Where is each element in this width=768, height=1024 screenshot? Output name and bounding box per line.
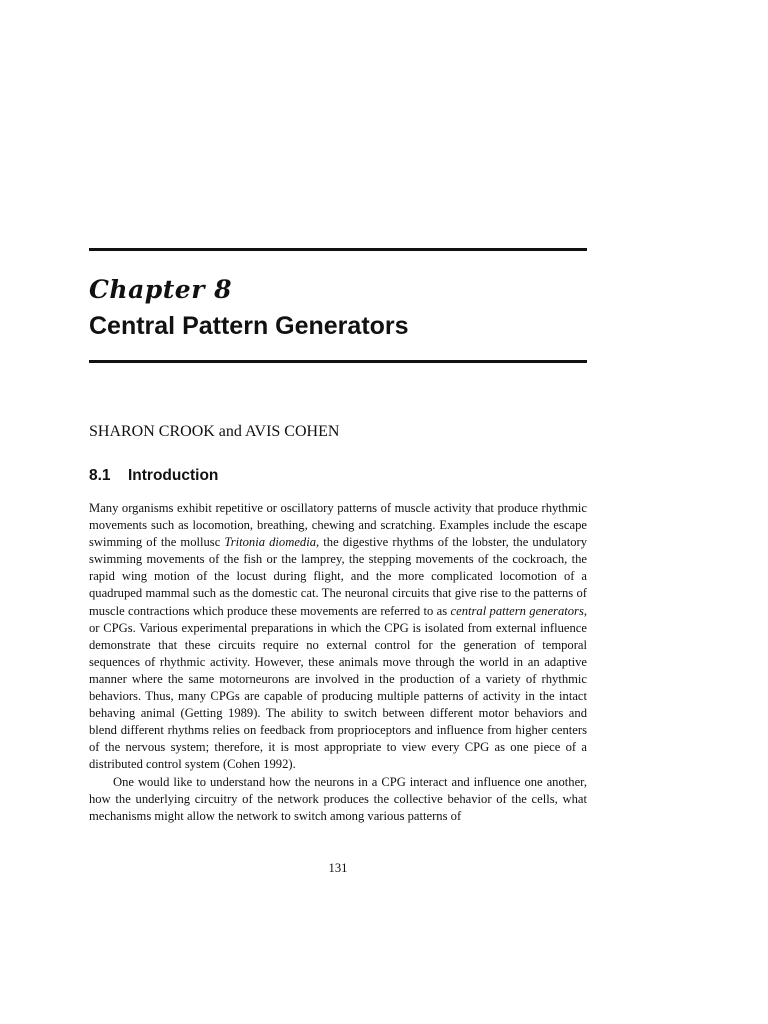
section-title: Introduction [128, 467, 219, 484]
paragraph-1-part-1: Many organisms exhibit repetitive or oscillatory patterns of muscle activity that produce rhythmic movements such as locomotion, breathing, chewing and scratching. Examples include the escape swimming of the mollusc [89, 501, 587, 550]
authors: SHARON CROOK and AVIS COHEN [89, 423, 340, 440]
top-rule [89, 248, 587, 251]
chapter-title: Central Pattern Generators [89, 312, 409, 340]
paragraph-1 [89, 500, 587, 774]
term-cpg: central pattern generators [450, 603, 584, 618]
paragraph-1-part-2: , the digestive rhythms of the lobster, the undulatory swimming movements of the fish or the lamprey, the stepping movements of the cockroach, the rapid wing motion of the locust during flight, and the more complicated locomotion of a quadruped mammal such as the domestic cat. The neuronal circuits that give rise to the patterns of muscle contractions which produce these movements are referred to as [89, 535, 587, 618]
page-number: 131 [328, 861, 348, 875]
body-text [89, 500, 587, 825]
bottom-rule [89, 360, 587, 363]
chapter-label: Chapter 8 [89, 275, 232, 304]
paragraph-1-part-3: , or CPGs. Various experimental preparations in which the CPG is isolated from external influence demonstrate that these circuits require no external control for the generation of temporal sequences of rhythmic activity. However, these animals move through the world in an adaptive manner where the same motorneurons are involved in the production of a variety of rhythmic behaviors. Thus, many CPGs are capable of producing multiple patterns of activity in the intact behaving animal (Getting 1989). The ability to switch between different motor behaviors and blend different rhythms relies on feedback from proprioceptors and influence from higher centers of the nervous system; therefore, it is most appropriate to view every CPG as one piece of a distributed control system (Cohen 1992). [89, 603, 587, 772]
species-name: Tritonia diomedia [224, 535, 317, 550]
paragraph-2: One would like to understand how the neurons in a CPG interact and influence one another, how the underlying circuitry of the network produces the collective behavior of the cells, what mechanisms might allow the network to switch among various patterns of [89, 774, 587, 823]
section-heading [89, 466, 218, 486]
section-number: 8.1 [89, 467, 111, 484]
